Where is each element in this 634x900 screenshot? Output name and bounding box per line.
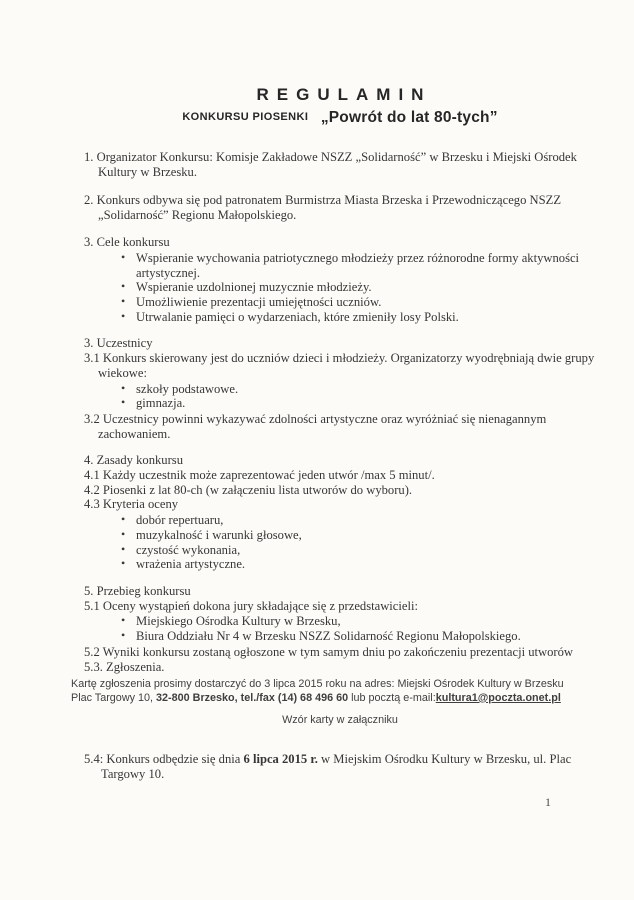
paragraph-5-1: 5.1 Oceny wystąpień dokona jury składające się z przedstawicieli:: [84, 598, 418, 613]
section-rules-heading: 4. Zasady konkursu: [84, 453, 183, 468]
paragraph-4-2: 4.2 Piosenki z lat 80-ch (w załączeniu lista utworów do wyboru).: [84, 482, 413, 497]
section-goals-heading: 3. Cele konkursu: [84, 235, 170, 250]
paragraph-5-2: 5.2 Wyniki konkursu zostaną ogłoszone w tym samym dniu po zakończeniu prezentacji utworów: [84, 644, 574, 659]
section-rules: [84, 453, 596, 572]
document-title: REGULAMIN: [256, 85, 432, 104]
paragraph-4-1: 4.1 Każdy uczestnik może zaprezentować jeden utwór /max 5 minut/.: [84, 468, 435, 483]
section-goals: [84, 235, 596, 324]
list-item: • szkoły podstawowe.: [136, 382, 596, 397]
document-content: [71, 85, 596, 782]
paragraph-5-3: 5.3. Zgłoszenia.: [84, 659, 165, 674]
section-course: [84, 584, 596, 674]
paragraph-5-4-pre: 5.4: Konkurs odbędzie się dnia: [84, 752, 244, 767]
section-course-heading: 5. Przebieg konkursu: [84, 583, 191, 598]
subtitle-contest-label: KONKURSU PIOSENKI: [182, 110, 309, 123]
paragraph-5-4: [84, 752, 596, 781]
notice-address-pre: Plac Targowy 10,: [71, 691, 157, 704]
list-item: • Wspieranie uzdolnionej muzycznie młodzieży.: [136, 280, 596, 295]
section-participants: [84, 336, 596, 441]
list-item: • Miejskiego Ośrodka Kultury w Brzesku,: [136, 614, 596, 629]
list-item: • dobór repertuaru,: [136, 513, 596, 528]
list-item: • Wspieranie wychowania patriotycznego młodzieży przez różnorodne formy aktywności artystycznej.: [136, 251, 596, 280]
list-item: • Umożliwienie prezentacji umiejętności uczniów.: [136, 295, 596, 310]
paragraph-3-2: 3.2 Uczestnicy powinni wykazywać zdolności artystyczne oraz wyróżniać się nienagannym zachowaniem.: [84, 411, 547, 441]
notice-address-bold: 32-800 Brzesko, tel./fax (14) 68 496 60: [156, 691, 349, 704]
list-item: • muzykalność i warunki głosowe,: [136, 528, 596, 543]
notice-email-label: lub pocztą e-mail:: [348, 691, 436, 704]
paragraph-4-3: 4.3 Kryteria oceny: [84, 497, 179, 512]
paragraph-organizer: 1. Organizator Konkursu: Komisje Zakładowe NSZZ „Solidarność” w Brzesku i Miejski Ośrodek Kultury w Brzesku.: [84, 150, 577, 180]
list-item: • wrażenia artystyczne.: [136, 557, 596, 572]
submission-notice: [71, 678, 597, 705]
attachment-note: Wzór karty w załączniku: [282, 714, 398, 727]
age-groups-list: [84, 382, 596, 411]
event-date: 6 lipca 2015 r.: [243, 752, 318, 767]
list-item: • gimnazja.: [136, 396, 596, 411]
list-item: • Utrwalanie pamięci o wydarzeniach, które zmieniły losy Polski.: [136, 310, 596, 325]
notice-line1: Kartę zgłoszenia prosimy dostarczyć do 3 lipca 2015 roku na adres: Miejski Ośrodek Kultury w Brzesku: [71, 678, 564, 691]
document-subtitle: [84, 110, 596, 126]
paragraph-5-4-post: w Miejskim Ośrodku Kultury w Brzesku, ul. Plac Targowy 10.: [101, 752, 572, 781]
list-item: • Biura Oddziału Nr 4 w Brzesku NSZZ Solidarność Regionu Małopolskiego.: [136, 629, 596, 644]
goals-list: [84, 251, 596, 325]
subtitle-contest-name: „Powrót do lat 80-tych”: [320, 108, 498, 126]
page-number: 1: [545, 795, 551, 809]
paragraph-patronage: 2. Konkurs odbywa się pod patronatem Burmistrza Miasta Brzeska i Przewodniczącego NSZZ „Solidarność” Regionu Małopolskiego.: [84, 192, 562, 222]
jury-list: [84, 614, 596, 643]
paragraph-3-1: 3.1 Konkurs skierowany jest do uczniów dzieci i młodzieży. Organizatorzy wyodrębniają dwie grupy wiekowe:: [84, 351, 595, 380]
criteria-list: [84, 513, 596, 572]
notice-email-address: kultura1@poczta.onet.pl: [435, 691, 561, 704]
list-item: • czystość wykonania,: [136, 543, 596, 558]
section-participants-heading: 3. Uczestnicy: [84, 336, 153, 351]
